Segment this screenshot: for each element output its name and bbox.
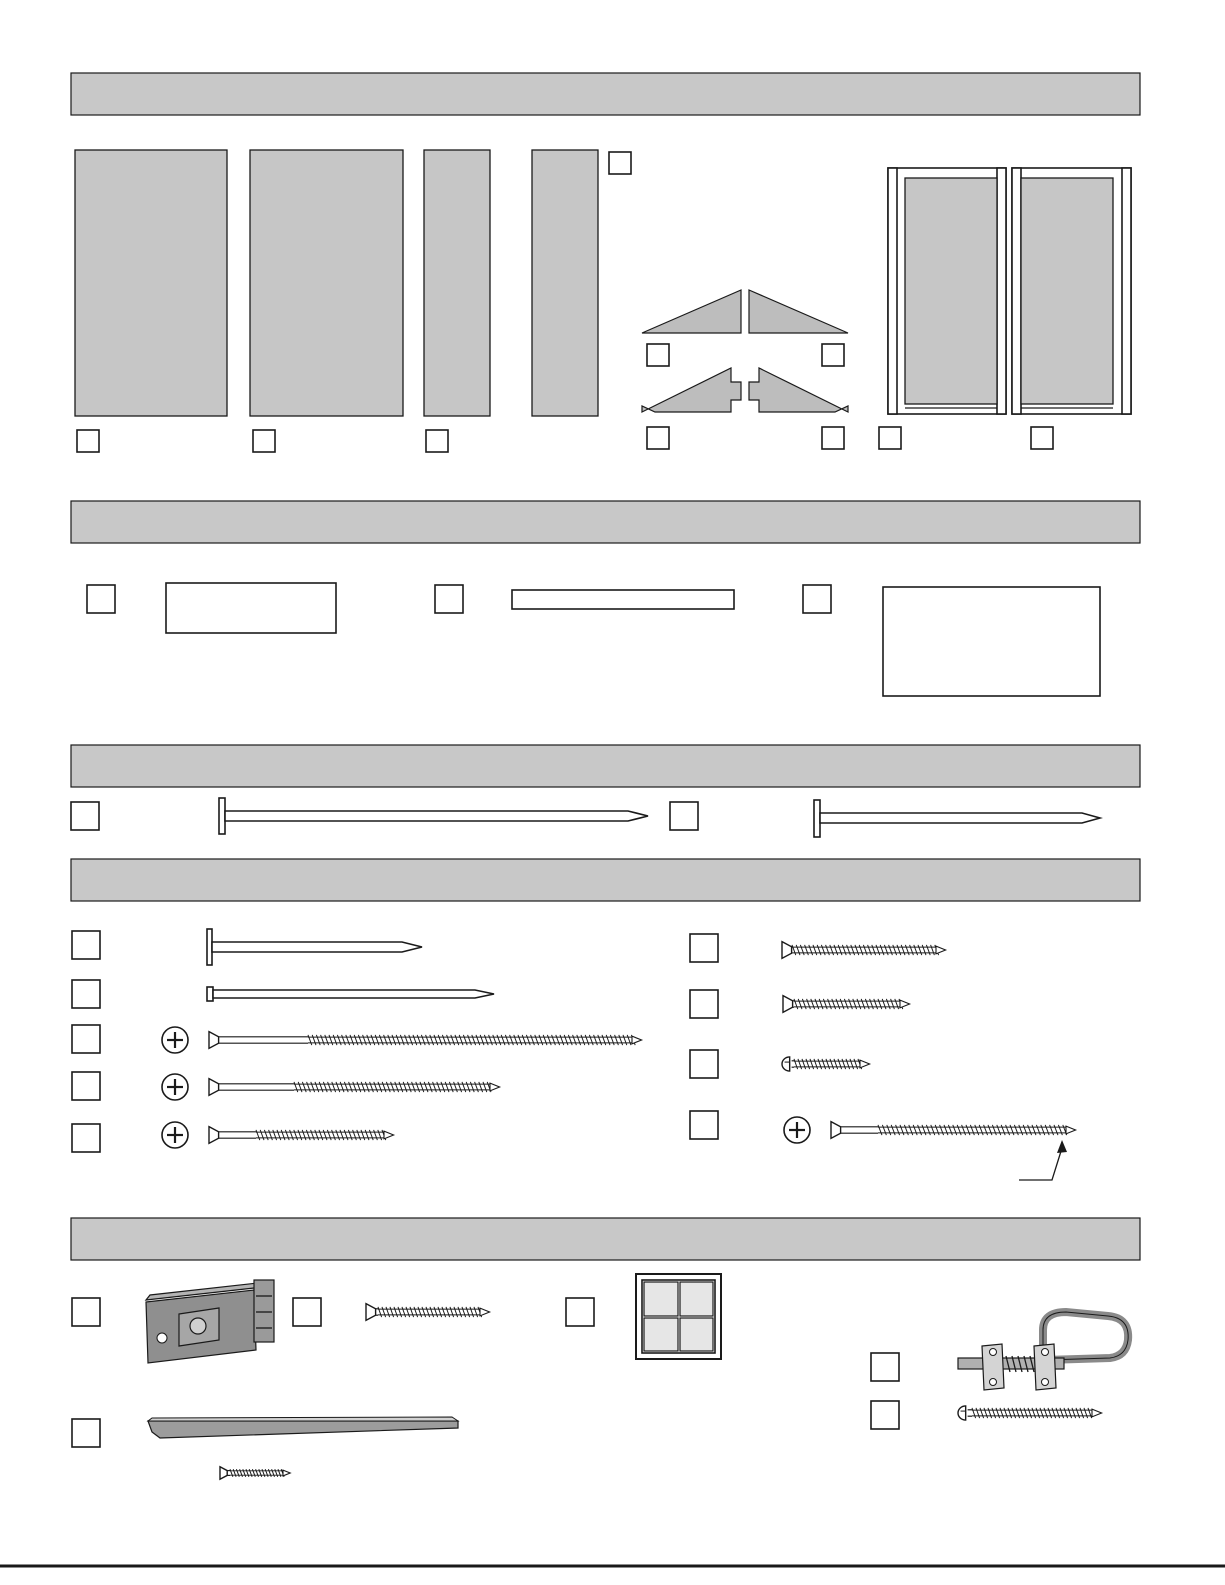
- checkbox-icon[interactable]: [72, 1419, 100, 1447]
- deck-screw-short: [209, 1127, 394, 1144]
- gable-right-bottom: [749, 368, 848, 412]
- wall-panel-narrow-a: [424, 150, 490, 416]
- checkbox-icon[interactable]: [72, 1072, 100, 1100]
- long-nail: [219, 798, 648, 834]
- pan-head-screw: [782, 1057, 870, 1071]
- checkbox-icon[interactable]: [253, 430, 275, 452]
- nail-a: [207, 929, 422, 965]
- section-header-bar-1: [71, 73, 1140, 115]
- section-header-bar-2: [71, 501, 1140, 543]
- deck-screw-medium: [209, 1079, 500, 1096]
- checkbox-icon[interactable]: [690, 1050, 718, 1078]
- checkbox-icon[interactable]: [72, 931, 100, 959]
- barrel-bolt-latch-icon: [958, 1312, 1128, 1390]
- lumber-block: [166, 583, 336, 633]
- checkbox-icon[interactable]: [1031, 427, 1053, 449]
- door-panel-left: [888, 168, 1006, 414]
- checkbox-icon[interactable]: [690, 1111, 718, 1139]
- checkbox-icon[interactable]: [647, 344, 669, 366]
- checkbox-icon[interactable]: [822, 344, 844, 366]
- wall-panel-wide-a: [75, 150, 227, 416]
- checkbox-icon[interactable]: [87, 585, 115, 613]
- checkbox-icon[interactable]: [609, 152, 631, 174]
- drill-tip-callout-arrow: [1019, 1140, 1067, 1180]
- drip-edge-strip: [148, 1417, 458, 1438]
- checkbox-icon[interactable]: [871, 1401, 899, 1429]
- gable-left-top: [642, 290, 741, 333]
- checkbox-icon[interactable]: [566, 1298, 594, 1326]
- floor-board: [883, 587, 1100, 696]
- section-header-bar-4: [71, 859, 1140, 901]
- nail-b: [207, 987, 494, 1001]
- phillips-head-icon: [162, 1074, 188, 1100]
- checkbox-icon[interactable]: [647, 427, 669, 449]
- gable-left-bottom: [642, 368, 741, 412]
- phillips-head-icon: [162, 1027, 188, 1053]
- checkbox-icon[interactable]: [690, 934, 718, 962]
- checkbox-icon[interactable]: [871, 1353, 899, 1381]
- checkbox-icon[interactable]: [72, 1025, 100, 1053]
- checkbox-icon[interactable]: [879, 427, 901, 449]
- section-header-bar-3: [71, 745, 1140, 787]
- deck-screw-long: [209, 1032, 642, 1049]
- medium-nail: [814, 800, 1100, 837]
- gable-right-top: [749, 290, 848, 333]
- checkbox-icon[interactable]: [71, 802, 99, 830]
- section-header-bar-5: [71, 1218, 1140, 1260]
- checkbox-icon[interactable]: [822, 427, 844, 449]
- checkbox-icon[interactable]: [293, 1298, 321, 1326]
- strip-screw: [220, 1467, 290, 1479]
- checkbox-icon[interactable]: [435, 585, 463, 613]
- checkbox-icon[interactable]: [72, 1124, 100, 1152]
- checkbox-icon[interactable]: [72, 980, 100, 1008]
- checkbox-icon[interactable]: [77, 430, 99, 452]
- lumber-strip: [512, 590, 734, 609]
- checkbox-icon[interactable]: [72, 1298, 100, 1326]
- checkbox-icon[interactable]: [803, 585, 831, 613]
- hinge-icon: [146, 1280, 274, 1363]
- latch-screw: [958, 1406, 1102, 1420]
- self-drilling-screw: [831, 1122, 1076, 1139]
- checkbox-icon[interactable]: [670, 802, 698, 830]
- wood-screw-b: [783, 996, 910, 1013]
- wood-screw-a: [782, 942, 946, 959]
- wall-panel-narrow-b: [532, 150, 598, 416]
- checkbox-icon[interactable]: [690, 990, 718, 1018]
- checkbox-icon[interactable]: [426, 430, 448, 452]
- phillips-head-icon: [784, 1117, 810, 1143]
- door-panel-right: [1012, 168, 1131, 414]
- hinge-screw: [366, 1304, 490, 1321]
- phillips-head-icon: [162, 1122, 188, 1148]
- gable-triangles: [642, 290, 848, 412]
- wall-panel-wide-b: [250, 150, 403, 416]
- window-icon: [636, 1274, 721, 1359]
